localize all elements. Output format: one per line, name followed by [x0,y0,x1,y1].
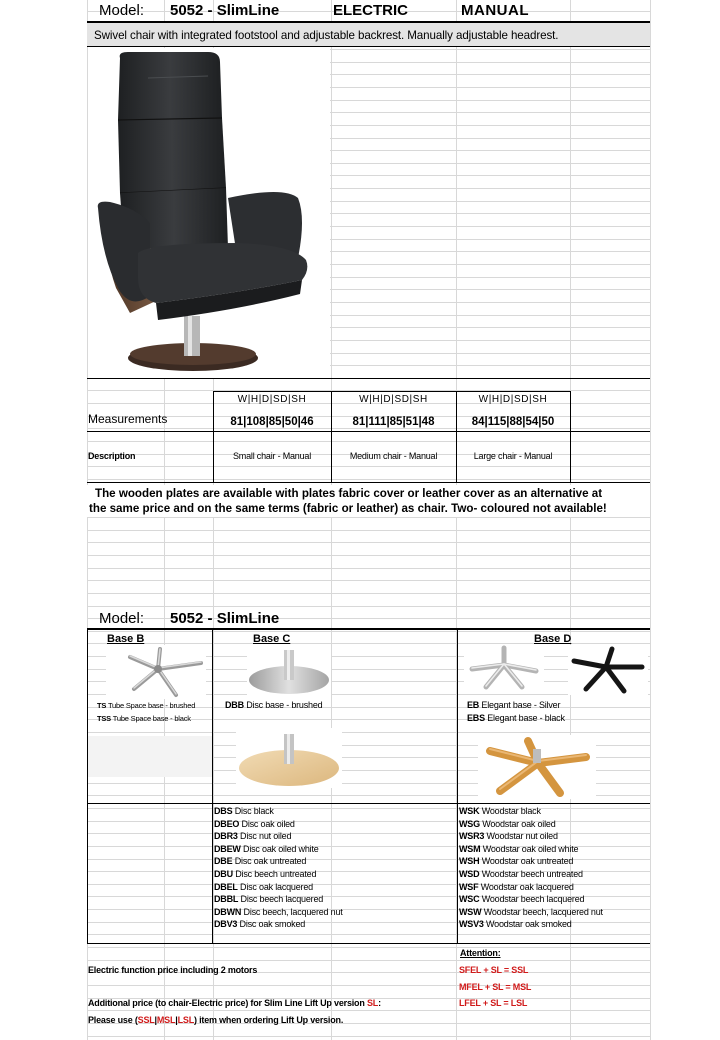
disc-item [214,805,343,818]
woodstar-item-code: WSD [459,868,480,879]
disc-item-code: DBE [214,856,233,867]
formula-lfel: LFEL + SL = LSL [459,998,528,1008]
disc-item-text: Disc beech untreated [235,868,317,879]
chair-photo-frame [88,48,330,378]
woodstar-item-text: Woodstar nut oiled [486,831,558,842]
disc-item-code: DBEW [214,843,241,854]
base-d-black-image-frame [568,645,648,695]
column-manual: MANUAL [461,2,529,19]
wooden-note-line-2: the same price and on the same terms (fabric or leather) as chair. Two- coloured not available! [89,502,607,515]
disc-item-code: DBU [214,868,233,879]
measure-table-mid-border [87,431,650,432]
measure-table-dims-border [213,391,570,392]
measure-col-2-dims: W|H|D|SD|SH [359,394,428,405]
base-c-top-image-frame [247,646,331,696]
model-label: Model: [99,2,145,19]
disc-item [214,843,343,856]
woodstar-item-code: WSM [459,843,481,854]
woodstar-item-text: Woodstar beech, lacquered nut [483,906,603,917]
bases-vline-right [457,630,458,943]
chair-photo [88,48,330,378]
woodstar-item-text: Woodstar oak lacquered [480,881,574,892]
woodstar-item-text: Woodstar oak oiled white [482,843,579,854]
measure-col-1-dims: W|H|D|SD|SH [237,394,307,405]
please-use-prefix: Please use ( [88,1015,138,1025]
base-b-item-0 [97,701,195,710]
base-d-title: Base D [534,633,572,645]
woodstar-item-code: WSC [459,894,480,905]
formula-mfel: MFEL + SL = MSL [459,982,532,992]
woodstar-item-text: Woodstar beech lacquered [481,894,585,905]
disc-item-text: Disc black [234,806,274,816]
please-use-sep-1: | [154,1015,157,1025]
woodstar-list [459,805,603,931]
woodstar-item [459,818,603,831]
disc-item [214,855,343,868]
woodstar-item-text: Woodstar black [481,806,541,816]
disc-item-text: Disc oak lacquered [240,881,313,892]
woodstar-item-code: WSK [459,806,480,816]
bases-hline-bottom [87,943,650,944]
disc-item-text: Disc beech, lacquered nut [243,906,343,917]
measure-table-bottom-border [87,482,650,483]
measurements-label: Measurements [88,412,168,426]
base-d-top-0-text: Elegant base - Silver [481,700,561,710]
bases-hline-mid [87,803,650,804]
disc-item-code: DBS [214,806,233,816]
base-d-woodstar-image-frame [478,735,596,799]
please-use-sep-2: | [175,1015,178,1025]
disc-item [214,893,343,906]
base-b-title: Base B [107,633,145,645]
measure-col-3-values: 84|115|88|54|50 [471,416,555,428]
base-b-item-1-code: TSS [97,714,111,723]
disc-list [214,805,343,931]
woodstar-item-text: Woodstar oak oiled [482,818,556,829]
disc-item-code: DBEL [214,881,238,892]
woodstar-item-text: Woodstar beech untreated [481,868,583,879]
base-d-silver-image-frame [464,645,544,693]
measure-col-3-dims: W|H|D|SD|SH [478,394,548,405]
base-d-top-item-1 [467,713,565,723]
bases-vline-left [87,630,88,943]
please-use-suffix: ) item when ordering Lift Up version. [194,1015,344,1025]
woodstar-item [459,805,603,818]
woodstar-item [459,843,603,856]
disc-item-text: Disc oak oiled [241,818,295,829]
disc-item [214,918,343,931]
woodstar-item [459,868,603,881]
elegant-base-silver-image [464,645,544,693]
base-b-item-0-text: Tube Space base - brushed [107,701,196,710]
base-d-top-item-0 [467,700,560,710]
measure-col-1-description: Small chair - Manual [232,451,312,461]
bases-vline-mid [212,630,213,943]
disc-item-code: DBV3 [214,919,238,930]
woodstar-item [459,906,603,919]
additional-price-line [88,998,381,1008]
additional-price-sl: SL [366,998,379,1008]
disc-item-text: Disc nut oiled [240,831,292,842]
please-use-ssl: SSL [137,1015,155,1025]
measure-table-vline-4 [570,391,571,482]
disc-item-text: Disc beech lacquered [240,894,324,905]
woodstar-item-text: Woodstar oak untreated [481,856,574,867]
woodstar-item [459,830,603,843]
disc-base-oak-image [236,728,342,788]
measure-table-top-border [87,378,650,379]
disc-item [214,830,343,843]
disc-base-brushed-image [247,646,331,696]
section2-model-value: 5052 - SlimLine [170,610,280,627]
disc-item-text: Disc oak smoked [239,919,306,930]
please-use-lsl: LSL [177,1015,195,1025]
formula-sfel: SFEL + SL = SSL [459,965,529,975]
base-c-title: Base C [253,633,291,645]
woodstar-item [459,918,603,931]
base-b-item-1-text: Tube Space base - black [112,714,191,723]
disc-item-code: DBBL [214,894,239,905]
disc-item-code: DBEO [214,818,240,829]
woodstar-base-image [478,735,596,799]
woodstar-item [459,855,603,868]
disc-item-text: Disc oak oiled white [243,843,319,854]
disc-item-text: Disc oak untreated [234,856,307,867]
woodstar-item [459,881,603,894]
disc-item-code: DBWN [214,906,242,917]
woodstar-item-code: WSF [459,881,479,892]
description-row-label: Description [88,451,136,461]
wooden-note-line-1: The wooden plates are available with plates fabric cover or leather cover as an alternative at [95,487,603,500]
model-value: 5052 - SlimLine [170,2,280,19]
measure-col-3-description: Large chair - Manual [473,451,553,461]
disc-item [214,881,343,894]
base-d-top-1-text: Elegant base - black [487,713,565,723]
base-b-swatch [88,736,212,777]
woodstar-item-code: WSW [459,906,482,917]
base-c-top-text: Disc base - brushed [246,700,323,710]
woodstar-item-code: WSG [459,818,480,829]
base-b-item-0-code: TS [97,701,107,710]
base-c-bottom-image-frame [236,728,342,788]
please-use-line [88,1015,343,1025]
disc-item [214,818,343,831]
elegant-base-black-image [568,645,648,695]
woodstar-item-code: WSV3 [459,919,484,930]
additional-price-text: Additional price (to chair-Electric price) for Slim Line Lift Up version [88,998,367,1008]
measure-col-1-values: 81|108|85|50|46 [230,416,314,428]
measure-col-2-description: Medium chair - Manual [349,451,438,461]
electric-function-line: Electric function price including 2 motors [88,965,258,975]
base-c-top-item [225,700,322,710]
description-text: Swivel chair with integrated footstool and adjustable backrest. Manually adjustable headrest. [94,29,559,42]
additional-price-colon: : [378,998,381,1008]
attention-label: Attention: [460,948,501,958]
section2-header-underline [87,628,650,630]
column-electric: ELECTRIC [333,2,408,19]
base-c-top-code: DBB [225,700,244,710]
woodstar-item [459,893,603,906]
woodstar-item-code: WSR3 [459,831,485,842]
please-use-msl: MSL [156,1015,176,1025]
tube-space-base-image [106,645,206,699]
base-b-image-frame [106,645,206,699]
measure-col-2-values: 81|111|85|51|48 [352,416,435,428]
woodstar-item-code: WSH [459,856,480,867]
base-d-top-0-code: EB [467,700,480,710]
base-d-top-1-code: EBS [467,713,485,723]
disc-item [214,906,343,919]
base-b-item-1 [97,714,191,723]
disc-item-code: DBR3 [214,831,238,842]
section2-model-label: Model: [99,610,145,627]
woodstar-item-text: Woodstar oak smoked [486,919,572,930]
disc-item [214,868,343,881]
